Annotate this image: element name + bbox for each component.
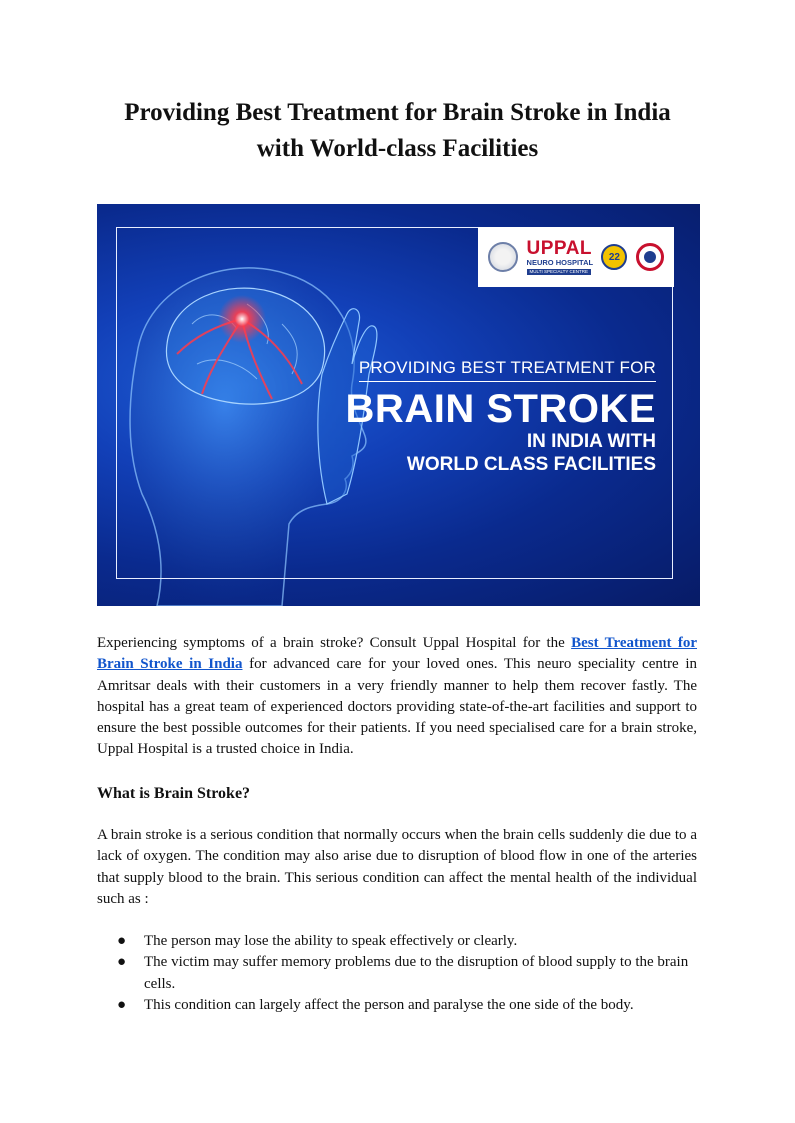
- logo-name: UPPAL: [526, 238, 593, 259]
- bullet-icon: ●: [117, 954, 127, 971]
- hero-banner-image: [97, 204, 700, 606]
- logo-tagline: MULTI SPECIALTY CENTRE: [527, 269, 592, 276]
- title-line-2: with World-class Facilities: [256, 135, 539, 162]
- logo-subtitle: NEURO HOSPITAL: [526, 258, 594, 267]
- list-item: ● The victim may suffer memory problems due to the disruption of blood supply to the brain cells.: [117, 954, 689, 992]
- bullet-icon: ●: [117, 996, 127, 1013]
- section-paragraph: A brain stroke is a serious condition that normally occurs when the brain cells suddenly die due to a lack of oxygen. The condition may also arise due to disruption of blood flow in one of the arteries that supply blood to the brain. This serious condition can affect the mental health of the individual such as :: [97, 827, 697, 907]
- title-line-1: Providing Best Treatment for Brain Stroke in India: [124, 99, 671, 126]
- seal-icon: [488, 242, 518, 272]
- hospital-logo: [478, 227, 674, 287]
- banner-line-3: IN INDIA WITH: [526, 431, 656, 452]
- banner-line-4: WORLD CLASS FACILITIES: [406, 454, 656, 475]
- list-item: ● The person may lose the ability to speak effectively or clearly.: [97, 931, 697, 952]
- banner-line-2: BRAIN STROKE: [345, 387, 656, 431]
- list-item: ● This condition can largely affect the person and paralyse the one side of the body.: [97, 995, 697, 1016]
- intro-paragraph: Experiencing symptoms of a brain stroke? Consult Uppal Hospital for the Best Treatment for Brain Stroke in India for advanced care for your loved ones. This neuro speciality centre in Amritsar deals with their customers in a very friendly manner to help them recover fastly. The hospital has a great team of experienced doctors providing state-of-the-art facilities and support to ensure the best possible outcomes for their patients. If you need specialised care for a brain stroke, Uppal Hospital is a trusted choice in India.: [97, 635, 697, 758]
- anniversary-badge-icon: 22: [601, 244, 627, 270]
- bullet-list: [97, 931, 697, 1016]
- bullet-icon: ●: [117, 933, 127, 949]
- best-treatment-link[interactable]: Best Treatment for Brain Stroke in India: [97, 635, 697, 673]
- accreditation-icon: [636, 243, 664, 271]
- banner-line-1: PROVIDING BEST TREATMENT FOR: [359, 358, 656, 382]
- page-title: [60, 95, 735, 167]
- section-heading: What is Brain Stroke?: [97, 785, 251, 802]
